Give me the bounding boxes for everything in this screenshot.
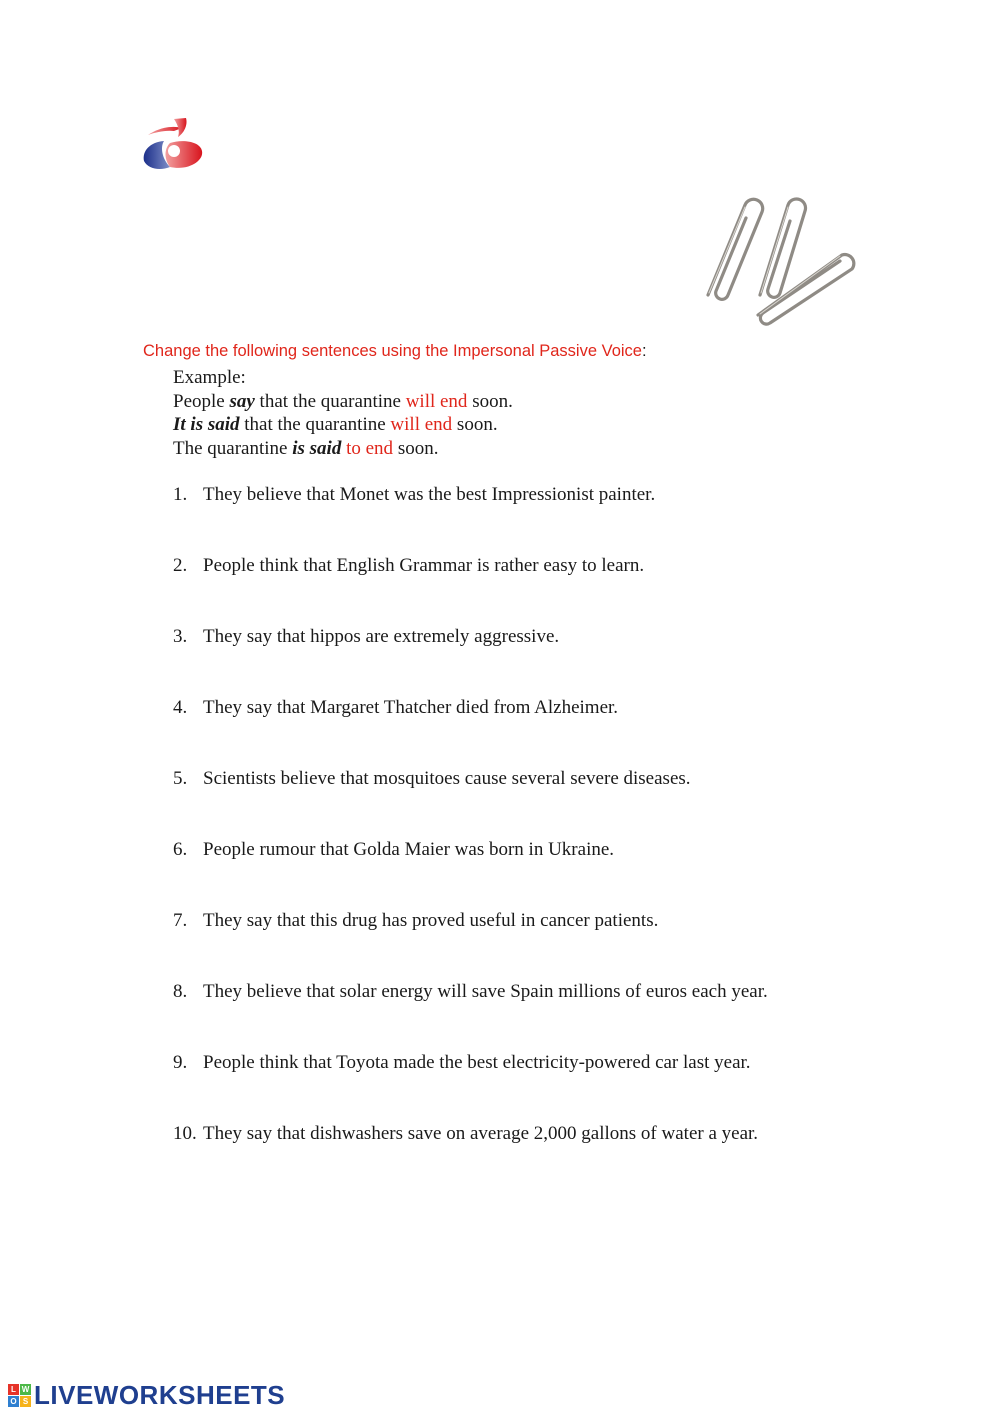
instruction-colon: :	[641, 342, 647, 360]
liveworksheets-logo[interactable]	[8, 1380, 285, 1411]
question-item	[173, 555, 768, 626]
question-item	[173, 697, 768, 768]
question-number: 3.	[173, 626, 188, 647]
example-highlight: will end	[390, 414, 453, 435]
instruction-text	[143, 342, 647, 361]
question-item	[173, 910, 768, 981]
question-number: 5.	[173, 768, 188, 789]
example-keyword: say	[229, 390, 255, 412]
question-number: 1.	[173, 484, 188, 505]
question-text: Scientists believe that mosquitoes cause several severe diseases.	[203, 768, 691, 789]
question-number: 2.	[173, 555, 188, 576]
question-number: 8.	[173, 981, 188, 1002]
question-text: People think that Toyota made the best electricity-powered car last year.	[203, 1052, 751, 1073]
question-number: 4.	[173, 697, 188, 718]
example-keyword: It is said	[173, 414, 240, 435]
school-logo-icon	[140, 115, 206, 175]
question-text: People rumour that Golda Maier was born in Ukraine.	[203, 839, 615, 860]
example-label: Example:	[173, 367, 246, 388]
brand-name: LIVEWORKSHEETS	[34, 1380, 286, 1410]
question-number: 6.	[173, 839, 188, 860]
example-keyword: is said	[292, 437, 342, 459]
question-text: They say that Margaret Thatcher died from Alzheimer.	[203, 697, 619, 718]
question-number: 7.	[173, 910, 188, 931]
question-text: They say that this drug has proved useful in cancer patients.	[203, 910, 659, 931]
question-item	[173, 484, 768, 555]
question-text: They say that dishwashers save on average 2,000 gallons of water a year.	[203, 1123, 759, 1144]
example-line-active: People say that the quarantine will end soon.	[173, 390, 513, 412]
question-text: People think that English Grammar is rather easy to learn.	[203, 555, 645, 576]
question-text: They say that hippos are extremely aggressive.	[203, 626, 560, 647]
example-block	[173, 366, 513, 460]
example-line-personal: The quarantine is said to end soon.	[173, 437, 439, 459]
instruction-label: Change the following sentences using the Impersonal Passive Voice	[143, 342, 642, 360]
question-item	[173, 626, 768, 697]
question-item	[173, 768, 768, 839]
question-text: They believe that Monet was the best Impressionist painter.	[203, 484, 656, 505]
question-item	[173, 1123, 768, 1194]
question-number: 9.	[173, 1052, 188, 1073]
paper-clips-icon	[690, 185, 860, 330]
brand-blocks-icon: L W O S	[8, 1384, 31, 1407]
example-highlight: will end	[405, 390, 468, 412]
question-list	[173, 484, 768, 1194]
question-number: 10.	[173, 1123, 197, 1144]
example-highlight: to end	[346, 437, 394, 459]
question-text: They believe that solar energy will save Spain millions of euros each year.	[203, 981, 768, 1002]
question-item	[173, 1052, 768, 1123]
example-line-impersonal: It is said that the quarantine will end soon.	[173, 414, 498, 435]
question-item	[173, 839, 768, 910]
question-item	[173, 981, 768, 1052]
